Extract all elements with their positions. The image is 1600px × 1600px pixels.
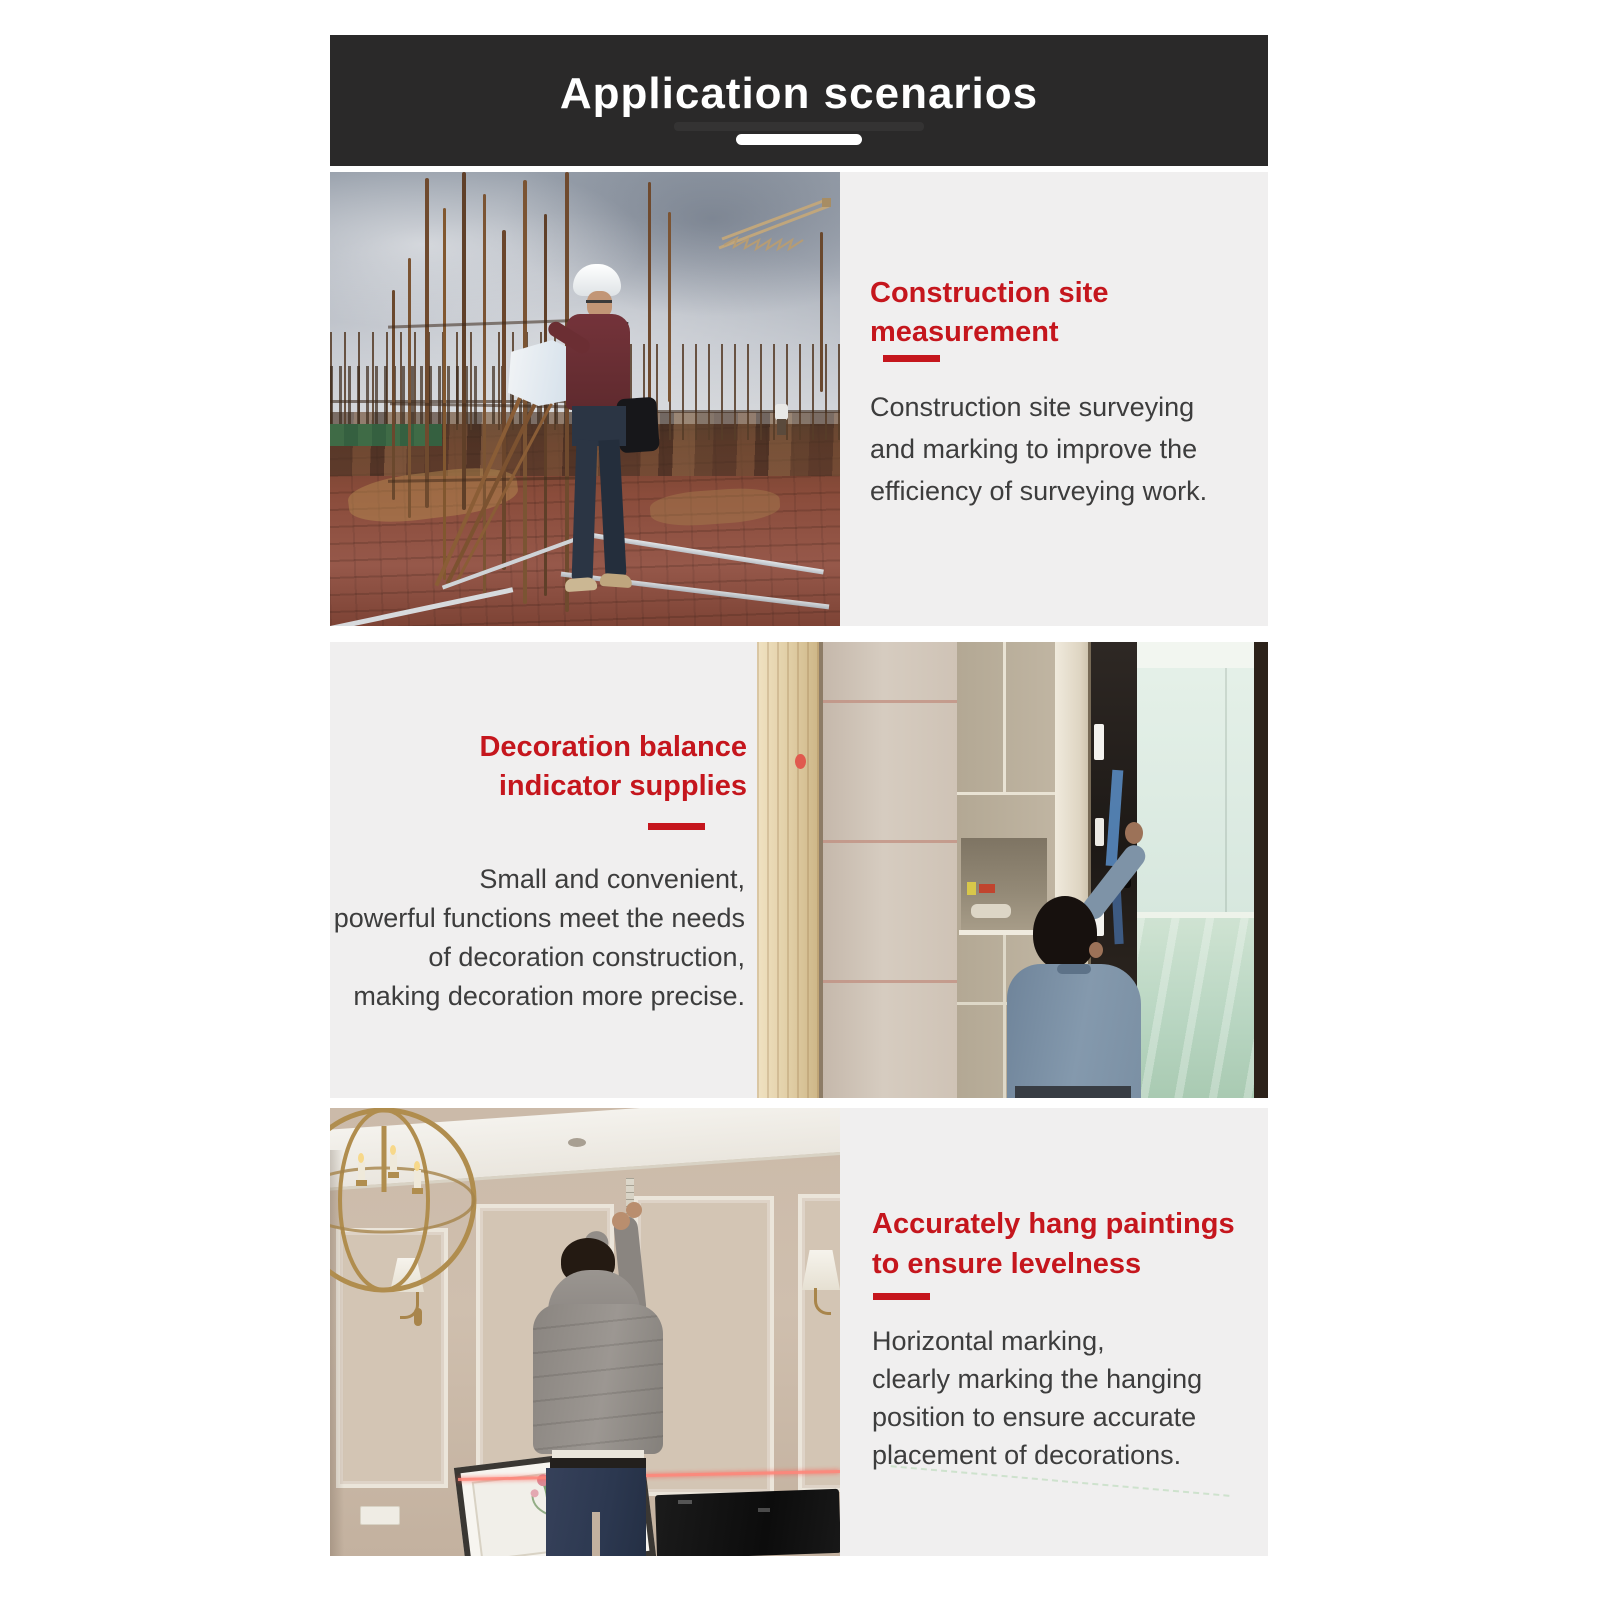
section-title: Construction site measurement [870, 277, 1109, 348]
body-line: Small and convenient, [479, 864, 745, 894]
door-hinge [1095, 818, 1104, 846]
far-door-edge [1254, 642, 1268, 1098]
section-title [872, 1204, 1235, 1284]
installer-collar [1057, 964, 1091, 974]
title-line: Decoration balance [479, 731, 747, 763]
red-divider-bar [883, 355, 940, 362]
installer-pants [1015, 1086, 1131, 1098]
title-underline [736, 134, 862, 145]
body-line: efficiency of surveying work. [870, 476, 1208, 506]
glossy-floor [1137, 918, 1254, 1098]
room-ceiling [1137, 642, 1268, 668]
section-construction-measurement [330, 172, 1268, 626]
red-divider-bar [873, 1293, 930, 1300]
section-body [870, 386, 1207, 512]
cabinet-trim [1003, 935, 1006, 1098]
decorator-hand [626, 1202, 642, 1218]
niche-item [967, 882, 976, 895]
body-line: and marking to improve the [870, 434, 1198, 464]
construction-text-panel [840, 172, 1268, 626]
section-body [334, 860, 745, 1016]
cabinet-trim [1003, 642, 1006, 792]
watermark-smudge [674, 122, 924, 131]
worker-shirt [566, 314, 630, 410]
body-line: Horizontal marking, [872, 1326, 1105, 1356]
rebar-rod [648, 182, 651, 402]
installer-ear [1089, 942, 1103, 958]
cabinet-trim [957, 792, 1055, 795]
decoration-text-panel [330, 642, 757, 1098]
tv-reflection [758, 1508, 770, 1512]
cabinet-installation-photo [757, 642, 1268, 1098]
construction-site-photo [330, 172, 840, 626]
rebar-rod [668, 212, 671, 402]
niche-item [979, 884, 995, 893]
marker-tool [795, 754, 806, 769]
rebar-rod [462, 172, 466, 510]
wall-seam [1225, 668, 1227, 918]
rebar-rod [443, 208, 446, 580]
worker-shoe [565, 577, 598, 592]
tv-reflection [678, 1500, 692, 1504]
panel-groove [823, 980, 957, 983]
worker-glasses [586, 300, 612, 303]
door-hinge [1094, 724, 1104, 760]
title-line: indicator supplies [498, 770, 747, 802]
hanging-paintings-photo [330, 1108, 840, 1556]
puffer-jacket [533, 1304, 663, 1454]
body-line: of decoration construction, [428, 942, 745, 972]
recessed-light [568, 1138, 586, 1147]
rebar-rod [820, 232, 823, 392]
hang-paintings-text-panel [840, 1108, 1268, 1556]
title-line: to ensure levelness [872, 1248, 1142, 1280]
panel-groove [823, 840, 957, 843]
distant-worker [777, 419, 786, 435]
niche-item [971, 904, 1011, 918]
scaffold-bar [630, 410, 840, 413]
installer-hand [1125, 822, 1143, 844]
gold-chandelier [330, 1108, 502, 1311]
wall-outlet [360, 1506, 400, 1525]
distant-worker [775, 404, 788, 420]
crane-icon [714, 196, 834, 254]
body-line: making decoration more precise. [353, 981, 745, 1011]
rebar-rod [502, 230, 506, 570]
panel-groove [823, 700, 957, 703]
body-line: clearly marking the hanging [872, 1364, 1203, 1394]
wood-door-panel [823, 642, 957, 1098]
body-line: Construction site surveying [870, 392, 1195, 422]
section-decoration-balance [330, 642, 1268, 1098]
rebar-rod [425, 178, 429, 508]
distant-rebar-rows [630, 344, 840, 440]
page-title: Application scenarios [559, 69, 1039, 118]
body-line: powerful functions meet the needs [333, 903, 745, 933]
legs-gap [592, 1512, 600, 1556]
title-line: Accurately hang paintings [872, 1208, 1235, 1240]
tv-panel [655, 1489, 840, 1556]
section-body [872, 1322, 1202, 1474]
body-line: position to ensure accurate [872, 1402, 1197, 1432]
rebar-rod [392, 290, 395, 500]
section-hang-paintings [330, 1108, 1268, 1556]
red-divider-bar [648, 823, 705, 830]
body-line: placement of decorations. [872, 1440, 1182, 1470]
worker-shoe [600, 573, 633, 588]
pine-wood-frame [757, 642, 819, 1098]
header-banner [330, 35, 1268, 166]
wainscot-panel [798, 1194, 840, 1492]
installer-head [1033, 896, 1097, 970]
section-title [479, 728, 747, 806]
installer-shirt [1007, 964, 1141, 1098]
